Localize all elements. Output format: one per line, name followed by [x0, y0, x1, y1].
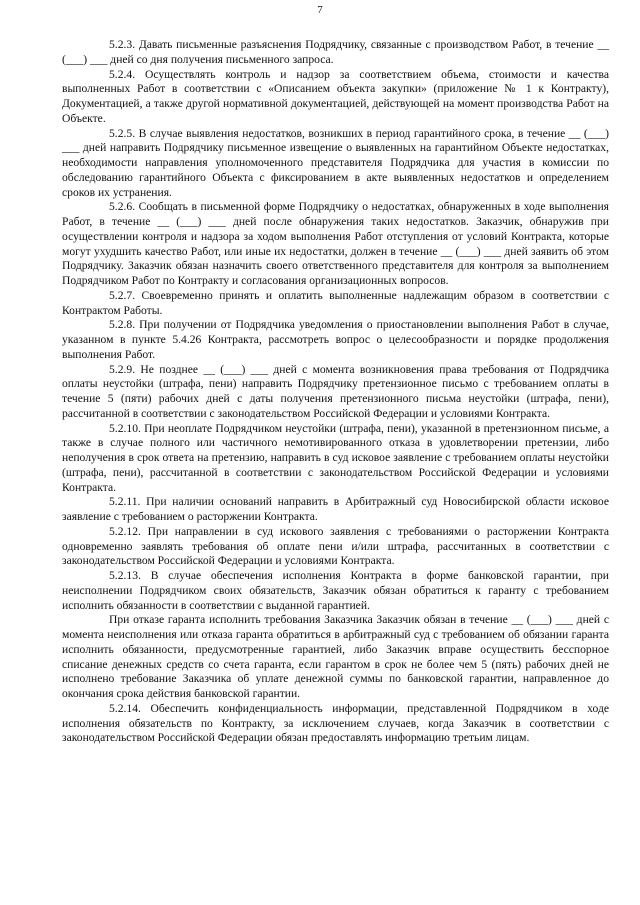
paragraph-5-2-8: 5.2.8. При получении от Подрядчика уведомления о приостановлении выполнения Работ в случае, указанном в пункте 5.4.26 Контракта, рассмотреть вопрос о целесообразности и порядке продолжения выполнения Работ. [62, 318, 609, 361]
paragraph-guarantor-refusal: При отказе гаранта исполнить требования Заказчика Заказчик обязан в течение __ (___) ___ дней с момента неисполнения или отказа гаранта обратиться в арбитражный суд с требованием об обязании гаранта исполнить обязанности, предусмотренные гарантией, либо Заказчик вправе осуществить бесспорное списание денежных средств со счета гаранта, если гарантом в срок не более чем 5 (пять) рабочих дней не исполнено требование Заказчика об уплате денежной суммы по банковской гарантии, направленное до окончания срока действия банковской гарантии. [62, 613, 609, 700]
paragraph-5-2-13: 5.2.13. В случае обеспечения исполнения Контракта в форме банковской гарантии, при неисполнении Подрядчиком своих обязательств, Заказчик обязан обратиться к гаранту с требованием исполнить обязанности в соответствии с выданной гарантией. [62, 569, 609, 612]
paragraph-5-2-3: 5.2.3. Давать письменные разъяснения Подрядчику, связанные с производством Работ, в течение __ (___) ___ дней со дня получения письменного запроса. [62, 38, 609, 66]
paragraph-5-2-11: 5.2.11. При наличии оснований направить в Арбитражный суд Новосибирской области исковое заявление с требованием о расторжении Контракта. [62, 495, 609, 523]
paragraph-5-2-6: 5.2.6. Сообщать в письменной форме Подрядчику о недостатках, обнаруженных в ходе выполнения Работ, в течение __ (___) ___ дней после обнаружения таких недостатков. Заказчик, обнаружив при осуществлении контроля и надзора за ходом выполнения Работ отступления от условий Контракта, которые могут ухудшить качество Работ, или иные их недостатки, должен в течение __ (___) ___ дней заявить об этом Подрядчику. Заказчик обязан назначить своего ответственного представителя для контроля за выполнением Подрядчиком Работ по Контракту и согласования организационных вопросов. [62, 200, 609, 287]
document-body [62, 38, 609, 746]
paragraph-5-2-7: 5.2.7. Своевременно принять и оплатить выполненные надлежащим образом в соответствии с Контрактом Работы. [62, 288, 609, 317]
paragraph-5-2-14: 5.2.14. Обеспечить конфиденциальность информации, представленной Подрядчиком в ходе исполнения обязательств по Контракту, за исключением случаев, когда Заказчик в соответствии с законодательством Российской Федерации обязан предоставлять информацию третьим лицам. [62, 701, 609, 745]
paragraph-5-2-5: 5.2.5. В случае выявления недостатков, возникших в период гарантийного срока, в течение __ (___) ___ дней направить Подрядчику письменное извещение о выявленных на гарантийном Объекте недостатках, необходимости направления уполномоченного представителя Подрядчика для участия в комиссии по обследованию гарантийного Объекта с фиксированием в акте выявленных недостатков и определением сроков их устранения. [62, 126, 609, 199]
page-number: 7 [317, 4, 323, 16]
paragraph-5-2-4: 5.2.4. Осуществлять контроль и надзор за соответствием объема, стоимости и качества выполненных Работ в соответствии с «Описанием объекта закупки» (приложение № 1 к Контракту), Документацией, а также другой нормативной документацией, действующей на момент производства Работ на Объекте. [62, 67, 609, 125]
paragraph-5-2-9: 5.2.9. Не позднее __ (___) ___ дней с момента возникновения права требования от Подрядчика оплаты неустойки (штрафа, пени) направить Подрядчику претензионное письмо с требованием оплаты в течение 5 (пяти) рабочих дней с даты получения претензионного письма неустойки (штрафа, пени), рассчитанной в соответствии с законодательством Российской Федерации и условиями Контракта. [62, 362, 609, 420]
paragraph-5-2-10: 5.2.10. При неоплате Подрядчиком неустойки (штрафа, пени), указанной в претензионном письме, а также в случае полного или частичного немотивированного отказа в удовлетворении претензии, либо неполучения в срок ответа на претензию, направить в суд исковое заявление с требованием оплаты неустойки (штрафа, пени), рассчитанной в соответствии с законодательством Российской Федерации и условиями Контракта. [62, 421, 609, 494]
paragraph-5-2-12: 5.2.12. При направлении в суд искового заявления с требованиями о расторжении Контракта одновременно заявлять требования об оплате пени и/или штрафа, рассчитанных в соответствии с законодательством Российской Федерации и условиями Контракта. [62, 524, 609, 568]
